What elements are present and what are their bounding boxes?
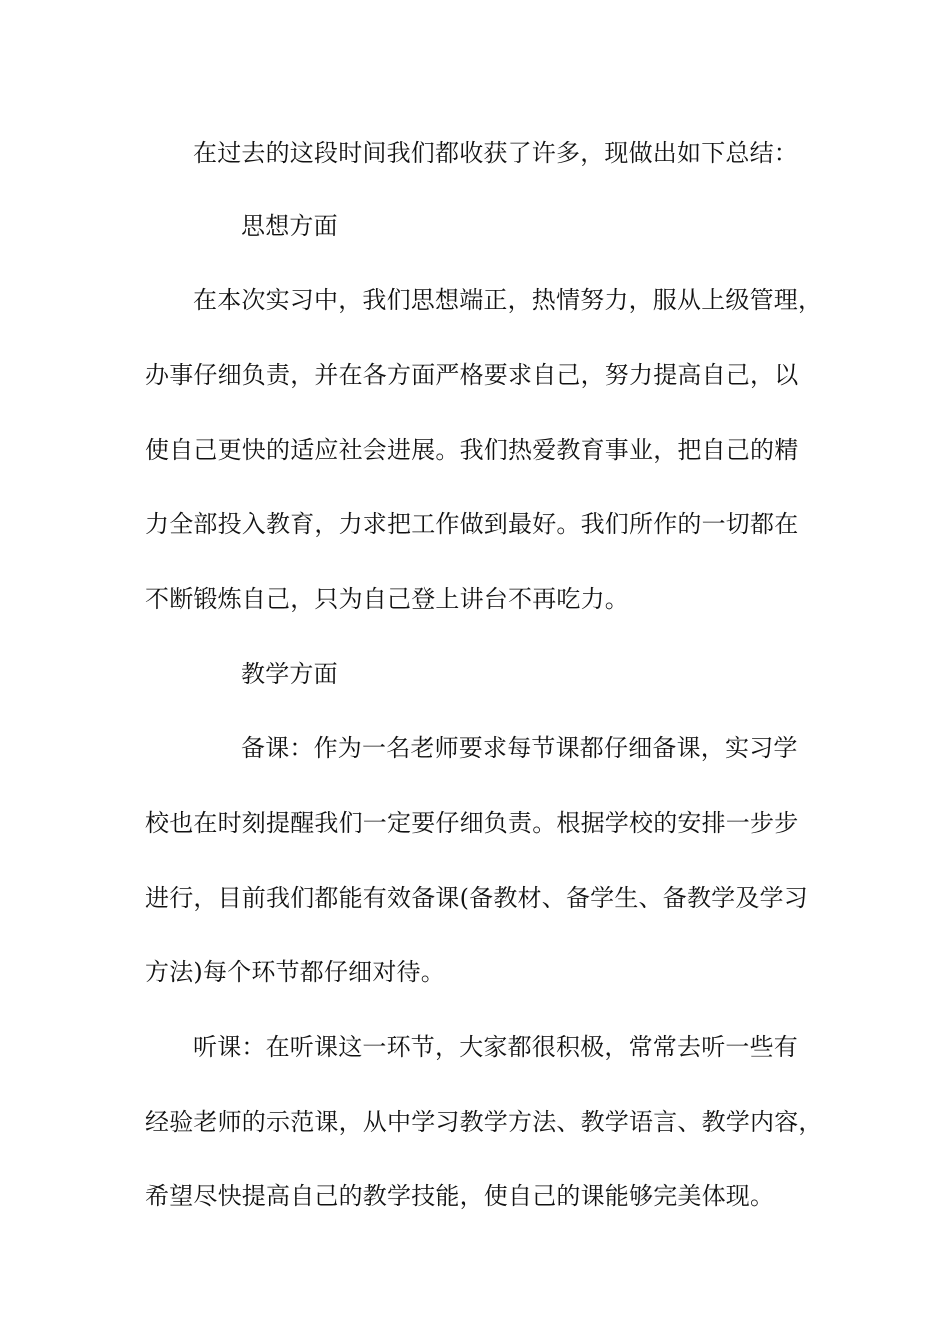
paragraph-line: 在本次实习中，我们思想端正，热情努力，服从上级管理， bbox=[193, 286, 823, 314]
summary-intro: 在过去的这段时间我们都收获了许多，现做出如下总结： bbox=[193, 139, 798, 167]
heading-thought: 思想方面 bbox=[241, 212, 338, 240]
paragraph-line: 希望尽快提高自己的教学技能，使自己的课能够完美体现。 bbox=[145, 1182, 775, 1210]
paragraph-line: 听课：在听课这一环节，大家都很积极，常常去听一些有 bbox=[193, 1033, 798, 1061]
paragraph-line: 进行，目前我们都能有效备课(备教材、备学生、备教学及学习 bbox=[145, 884, 808, 912]
heading-teaching: 教学方面 bbox=[241, 660, 338, 688]
paragraph-line: 经验老师的示范课，从中学习教学方法、教学语言、教学内容， bbox=[145, 1108, 823, 1136]
paragraph-line: 力全部投入教育，力求把工作做到最好。我们所作的一切都在 bbox=[145, 510, 799, 538]
paragraph-line: 办事仔细负责，并在各方面严格要求自己，努力提高自己，以 bbox=[145, 361, 799, 389]
paragraph-line: 使自己更快的适应社会进展。我们热爱教育事业，把自己的精 bbox=[145, 436, 799, 464]
paragraph-line: 方法)每个环节都仔细对待。 bbox=[145, 958, 445, 986]
paragraph-line: 备课：作为一名老师要求每节课都仔细备课，实习学 bbox=[241, 734, 798, 762]
paragraph-line: 不断锻炼自己，只为自己登上讲台不再吃力。 bbox=[145, 585, 629, 613]
paragraph-line: 校也在时刻提醒我们一定要仔细负责。根据学校的安排一步步 bbox=[145, 809, 799, 837]
